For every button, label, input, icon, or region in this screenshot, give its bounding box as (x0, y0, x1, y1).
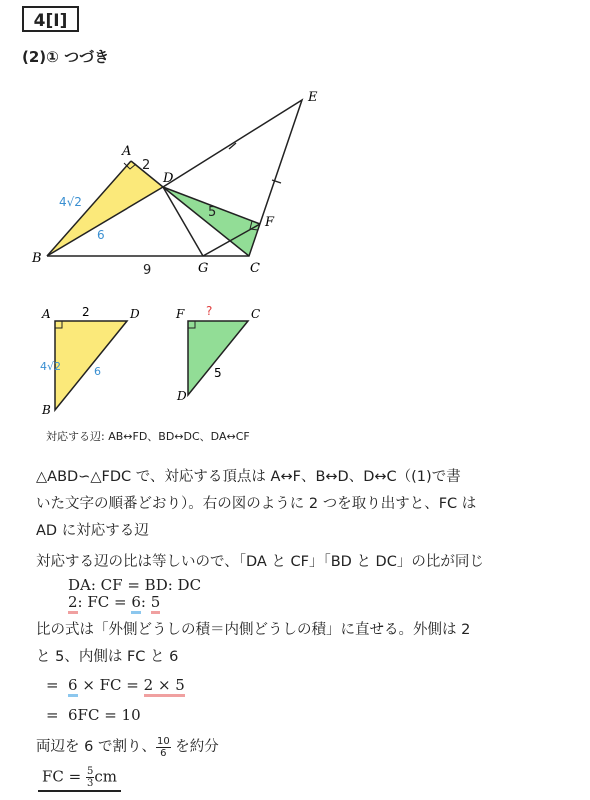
paragraph-4: 両辺を 6 で割り、 $\frac{10}{6}$ を約分 (36, 735, 219, 759)
label-bd2: 6 (94, 365, 101, 378)
paragraph-1-line-1: △ABD∽△FDC で、対応する頂点は A↔F、B↔D、D↔C（(1)で書 (36, 469, 461, 485)
label-ad: 2 (142, 158, 151, 173)
fraction-10-6: $\frac{10}{6}$ (156, 735, 170, 759)
correspondence-caption: 対応する辺: AB↔FD、BD↔DC、DA↔CF (46, 430, 250, 443)
subtitle: (2)① つづき (22, 48, 110, 66)
paragraph-1-line-3: AD に対応する辺 (36, 523, 149, 539)
vertex-e: E (308, 90, 318, 105)
vertex-d3: D (177, 389, 187, 403)
label-ad2: 2 (82, 305, 90, 319)
final-answer: FC = $\frac{5}{3}$ cm (38, 766, 121, 792)
label-ab: 4√2 (59, 195, 82, 209)
equation-product-eq: = (46, 676, 59, 694)
paragraph-3-line-1: 比の式は「外側どうしの積＝内側どうしの積」に直せる。外側は 2 (36, 622, 471, 638)
triangle-dfc-fill (163, 187, 260, 256)
vertex-b: B (32, 251, 42, 266)
label-ab2: 4√2 (40, 360, 62, 373)
vertex-d2: D (130, 307, 140, 321)
paragraph-2: 対応する辺の比は等しいので、「DA と CF」「BD と DC」の比が同じ (36, 554, 484, 570)
label-dc: 5 (208, 205, 217, 220)
label-dc2: 5 (214, 366, 222, 380)
problem-number-box: 4[Ⅰ] (22, 6, 79, 32)
vertex-a2: A (42, 307, 51, 321)
label-bc: 9 (143, 263, 152, 278)
vertex-c: C (250, 261, 260, 276)
paragraph-3-line-2: と 5、内側は FC と 6 (36, 649, 179, 665)
eq3-term-2x5: 2 × 5 (144, 676, 185, 697)
triangle-abd-separate (55, 321, 127, 410)
equation-ratio-2: 2: FC = 6: 5 (68, 593, 160, 611)
label-fc-unknown: ? (206, 304, 213, 318)
label-bd: 6 (97, 228, 105, 242)
vertex-a: A (122, 144, 132, 159)
vertex-g: G (198, 261, 209, 276)
vertex-f: F (265, 215, 275, 230)
vertex-c2: C (251, 307, 261, 321)
vertex-b2: B (42, 403, 51, 417)
equation-ratio-1: DA: CF = BD: DC (68, 576, 202, 594)
triangle-fdc-separate (188, 321, 248, 395)
eq3-term-6: 6 (68, 676, 78, 697)
eq2-term-2: 2 (68, 593, 78, 614)
eq2-term-5: 5 (151, 593, 161, 614)
paragraph-1-line-2: いた文字の順番どおり）。右の図のように 2 つを取り出すと、FC は (36, 496, 477, 512)
equation-product: 6 × FC = 2 × 5 (68, 676, 185, 694)
equation-simplified: 6FC = 10 (68, 706, 141, 724)
fraction-5-3: $\frac{5}{3}$ (87, 766, 94, 789)
eq2-term-6: 6 (131, 593, 141, 614)
vertex-d: D (163, 171, 174, 186)
equation-simplified-eq: = (46, 706, 59, 724)
vertex-f2: F (176, 307, 185, 321)
